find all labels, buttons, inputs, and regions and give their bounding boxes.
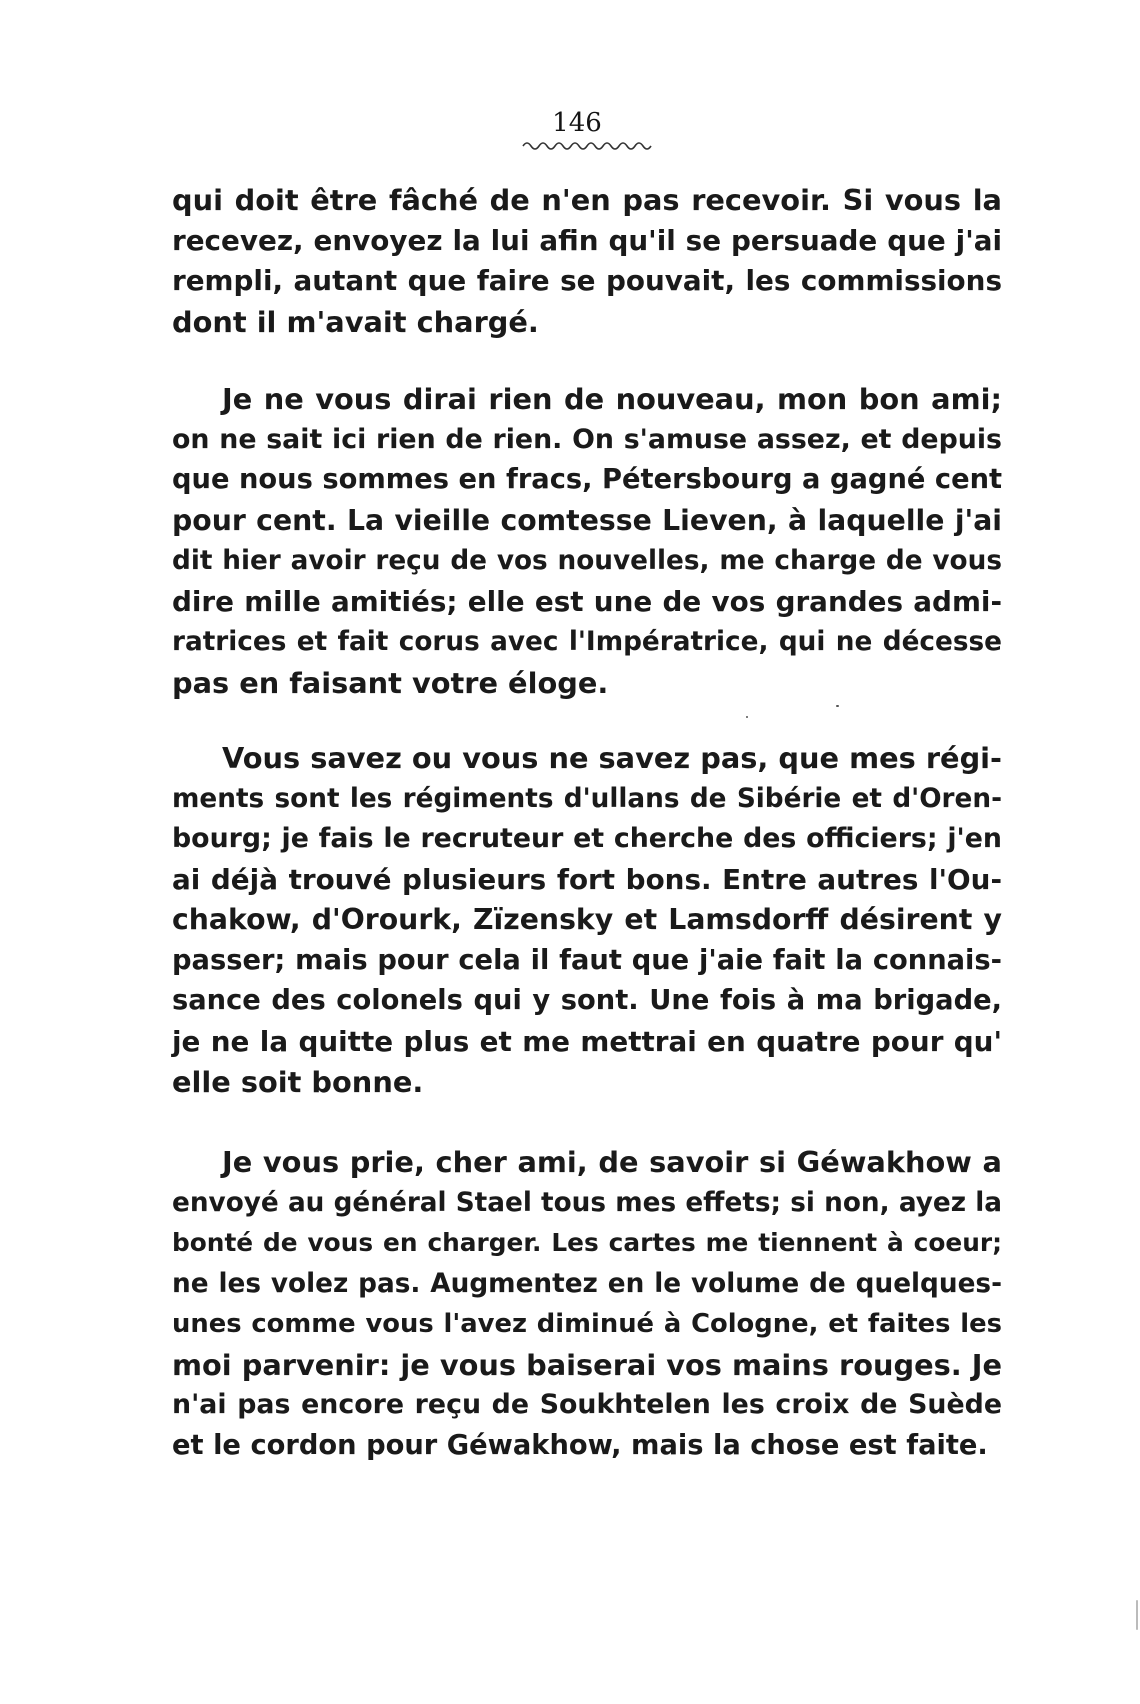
paragraph: [172, 1142, 1002, 1466]
text-line: Vous savez ou vous ne savez pas, que mes régi-: [222, 741, 1002, 775]
paragraph: [172, 379, 1002, 703]
text-line: dit hier avoir reçu de vos nouvelles, me charge de vous: [172, 546, 1002, 576]
text-line: bonté de vous en charger. Les cartes me tiennent à coeur;: [172, 1228, 1002, 1257]
paragraph: [172, 738, 1002, 1103]
text-line: on ne sait ici rien de rien. On s'amuse assez, et depuis: [172, 423, 1002, 455]
text-line: moi parvenir: je vous baiserai vos mains rouges. Je: [172, 1347, 1002, 1382]
paragraph: [172, 180, 1002, 342]
text-line: Je ne vous dirai rien de nouveau, mon bon ami;: [222, 382, 1002, 416]
scan-edge-mark: [1136, 1600, 1138, 1630]
text-line: dire mille amitiés; elle est une de vos grandes admi-: [172, 584, 1002, 618]
scan-speck: [836, 705, 839, 707]
text-line: Je vous prie, cher ami, de savoir si Géwakhow a: [222, 1145, 1002, 1179]
text-line: ne les volez pas. Augmentez en le volume de quelques-: [172, 1268, 1002, 1299]
text-line: que nous sommes en fracs, Pétersbourg a gagné cent: [172, 464, 1003, 495]
text-line: et le cordon pour Géwakhow, mais la chose est faite.: [172, 1429, 988, 1461]
text-line: pour cent. La vieille comtesse Lieven, à laquelle j'ai: [172, 503, 1002, 537]
page-header: [0, 108, 1140, 138]
text-line: ai déjà trouvé plusieurs fort bons. Entre autres l'Ou-: [172, 862, 1002, 896]
text-line: elle soit bonne.: [172, 1065, 424, 1099]
text-line: qui doit être fâché de n'en pas recevoir. Si vous la: [172, 183, 1002, 217]
text-line: unes comme vous l'avez diminué à Cologne, et faites les: [172, 1309, 1002, 1339]
text-line: dont il m'avait chargé.: [172, 304, 539, 339]
text-line: je ne la quitte plus et me mettrai en quatre pour qu': [172, 1024, 1002, 1058]
page-number: 146: [552, 108, 602, 138]
text-line: chakow, d'Orourk, Zïzensky et Lamsdorff désirent y: [172, 903, 1002, 936]
text-line: recevez, envoyez la lui afin qu'il se persuade que j'ai: [172, 223, 1002, 257]
text-line: rempli, autant que faire se pouvait, les commissions: [172, 264, 1002, 297]
text-line: ratrices et fait corus avec l'Impératrice, qui ne décesse: [172, 627, 1002, 657]
text-line: n'ai pas encore reçu de Soukhtelen les croix de Suède: [172, 1389, 1002, 1420]
text-line: pas en faisant votre éloge.: [172, 665, 609, 700]
text-line: bourg; je fais le recruteur et cherche des officiers; j'en: [172, 823, 1002, 854]
text-line: ments sont les régiments d'ullans de Sibérie et d'Oren-: [172, 783, 1002, 814]
text-line: passer; mais pour cela il faut que j'aie fait la connais-: [172, 944, 1002, 976]
text-line: envoyé au général Stael tous mes effets; si non, ayez la: [172, 1187, 1002, 1218]
text-line: sance des colonels qui y sont. Une fois à ma brigade,: [172, 985, 1002, 1016]
wavy-rule-ornament: [521, 140, 653, 152]
scan-speck: [746, 716, 748, 718]
